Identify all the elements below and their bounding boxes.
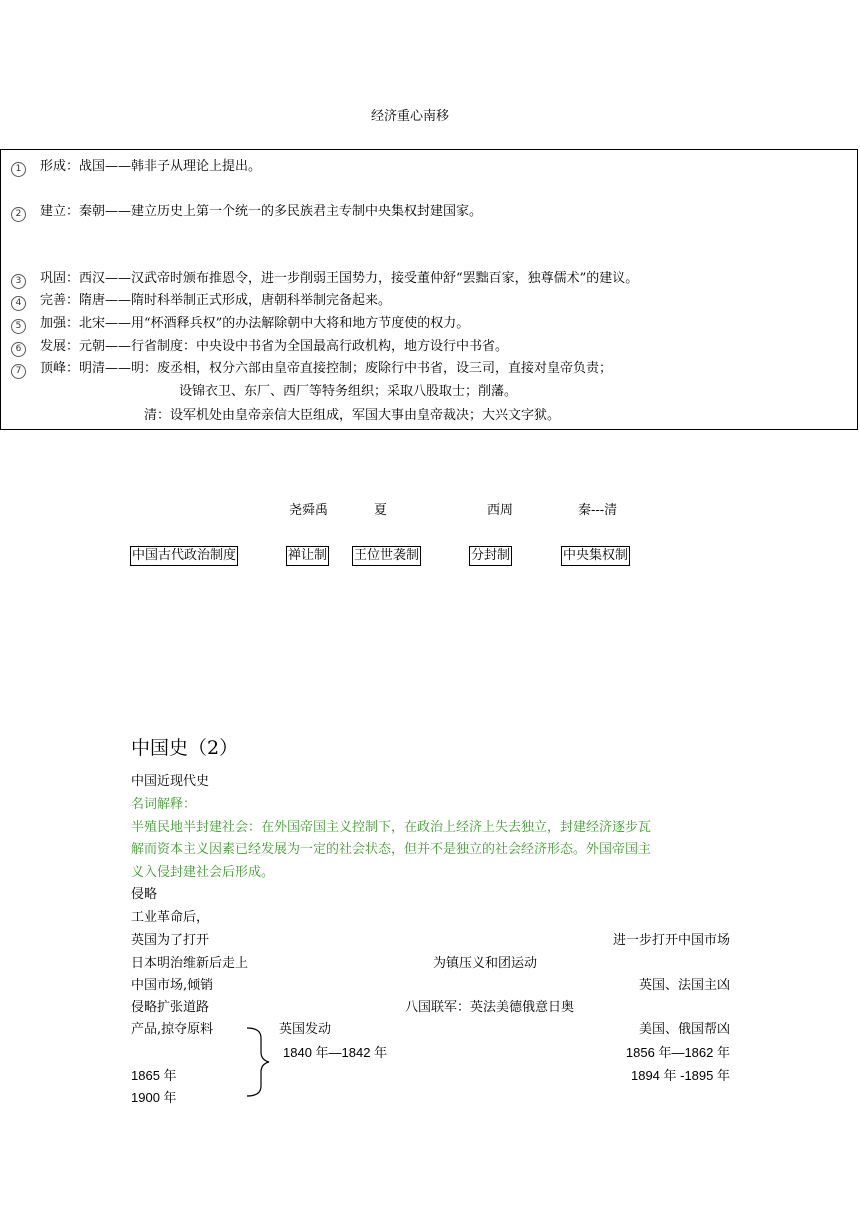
era-label: 西周 xyxy=(487,503,514,518)
text-line: 侵略扩张道路 xyxy=(131,1000,210,1015)
era-label: 夏 xyxy=(374,503,388,518)
text-line: 产品,掠夺原料 xyxy=(131,1022,214,1037)
text-line: 侵略 xyxy=(131,887,158,902)
page-title: 经济重心南移 xyxy=(370,109,449,124)
text-line: 英国为了打开 xyxy=(131,933,210,948)
text-line: 英国发动 xyxy=(279,1022,332,1037)
era-label: 秦---清 xyxy=(578,503,618,518)
circled-number: 4 xyxy=(11,296,26,311)
outline-continuation: 清：设军机处由皇帝亲信大臣组成，军国大事由皇帝裁决；大兴文字狱。 xyxy=(144,408,561,423)
date-text: 1840 年—1842 年 xyxy=(283,1045,388,1060)
circled-number: 1 xyxy=(11,162,26,177)
outline-item-label: 发展：元朝——行省制度：中央设中书省为全国最高行政机构，地方设行中书省。 xyxy=(40,339,509,354)
outline-item xyxy=(11,339,508,357)
text-line: 工业革命后， xyxy=(131,910,210,925)
date-text: 1865 年 xyxy=(131,1068,177,1083)
text-line: 英国、法国主凶 xyxy=(638,978,730,993)
era-label: 尧舜禹 xyxy=(289,503,329,518)
date-text: 1856 年—1862 年 xyxy=(625,1045,730,1060)
system-box: 禅让制 xyxy=(286,546,329,566)
definition-line: 半殖民地半封建社会：在外国帝国主义控制下，在政治上经济上失去独立，封建经济逐步瓦 xyxy=(131,820,652,835)
text-line: 美国、俄国帮凶 xyxy=(638,1022,730,1037)
outline-continuation: 设锦衣卫、东厂、西厂等特务组织；采取八股取士；削藩。 xyxy=(179,384,518,399)
section-subtitle: 中国近现代史 xyxy=(131,774,210,789)
curly-brace xyxy=(245,1024,273,1100)
outline-item-label: 加强：北宋——用“杯酒释兵权”的办法解除朝中大将和地方节度使的权力。 xyxy=(40,316,470,331)
circled-number: 6 xyxy=(11,342,26,357)
text-line: 中国市场,倾销 xyxy=(131,978,214,993)
outline-item xyxy=(11,316,469,334)
outline-item-label: 顶峰：明清——明：废丞相，权分六部由皇帝直接控制；废除行中书省，设三司，直接对皇帝负责； xyxy=(40,361,613,376)
outline-item xyxy=(11,361,612,379)
text-line: 日本明治维新后走上 xyxy=(131,956,249,971)
term-label: 名词解释： xyxy=(131,797,197,812)
section-heading: 中国史（2） xyxy=(131,737,239,759)
outline-item-label: 巩固：西汉——汉武帝时颁布推恩令，进一步削弱王国势力，接受董仲舒“罢黜百家，独尊儒术”的建议。 xyxy=(40,271,639,286)
text-line: 八国联军：英法美德俄意日奥 xyxy=(405,1000,575,1015)
outline-item-label: 建立：秦朝——建立历史上第一个统一的多民族君主专制中央集权封建国家。 xyxy=(40,204,483,219)
outline-item xyxy=(11,271,638,289)
definition-line: 解而资本主义因素已经发展为一定的社会状态，但并不是独立的社会经济形态。外国帝国主 xyxy=(131,842,652,857)
text-line: 为镇压义和团运动 xyxy=(433,956,538,971)
system-box: 王位世袭制 xyxy=(352,546,421,566)
outline-item-label: 形成：战国——韩非子从理论上提出。 xyxy=(40,159,262,174)
date-text: 1894 年 -1895 年 xyxy=(630,1068,730,1083)
system-box: 中国古代政治制度 xyxy=(130,546,238,566)
outline-item xyxy=(11,204,482,222)
system-box: 中央集权制 xyxy=(561,546,630,566)
circled-number: 5 xyxy=(11,319,26,334)
definition-line: 义入侵封建社会后形成。 xyxy=(131,865,275,880)
text-line: 进一步打开中国市场 xyxy=(612,933,730,948)
outline-item xyxy=(11,293,391,311)
circled-number: 3 xyxy=(11,274,26,289)
outline-item xyxy=(11,159,261,177)
outline-item-label: 完善：隋唐——隋时科举制正式形成，唐朝科举制完备起来。 xyxy=(40,293,392,308)
circled-number: 2 xyxy=(11,207,26,222)
outline-box xyxy=(0,149,858,430)
date-text: 1900 年 xyxy=(131,1090,177,1105)
circled-number: 7 xyxy=(11,364,26,379)
system-box: 分封制 xyxy=(469,546,512,566)
